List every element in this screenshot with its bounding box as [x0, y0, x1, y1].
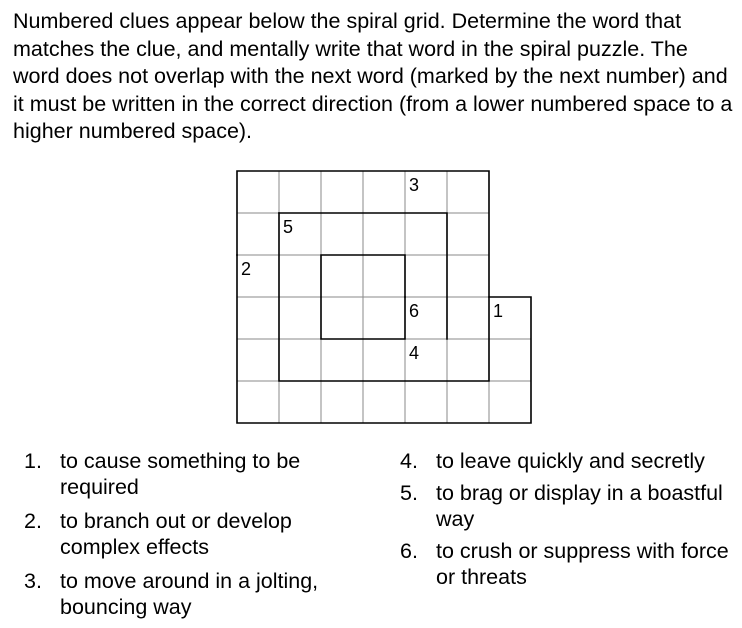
clue-6 [400, 538, 740, 590]
grid-inner-lines [237, 171, 531, 423]
cell-number-5: 5 [283, 217, 294, 237]
clue-text: to brag or display in a boastful way [436, 481, 723, 531]
clue-4 [400, 448, 740, 474]
cell-number-4: 4 [409, 343, 420, 363]
clue-text: to crush or suppress with force or threats [436, 539, 729, 589]
clue-text: to cause something to be required [60, 449, 301, 499]
cell-number-2: 2 [241, 259, 252, 279]
grid-numbers [241, 175, 503, 363]
clue-text: to leave quickly and secretly [436, 449, 705, 473]
cell-number-1: 1 [493, 301, 504, 321]
clue-2 [24, 508, 354, 560]
cell-number-6: 6 [409, 301, 420, 321]
clue-number: 2. [24, 509, 42, 533]
instructions-text: Numbered clues appear below the spiral grid. Determine the word that matches the clue, and mentally write that word in the spiral puzzle. The word does not overlap with the next word (marked by the next number) and it must be written in the correct direction (from a lower numbered space to a higher numbered space). [13, 9, 733, 143]
cell-number-3: 3 [409, 175, 420, 195]
clue-number: 3. [24, 569, 42, 593]
clue-1 [24, 448, 354, 500]
clue-3 [24, 568, 354, 620]
clue-5 [400, 480, 740, 532]
clue-number: 1. [24, 449, 42, 473]
clue-number: 4. [400, 449, 418, 473]
clue-text: to move around in a jolting, bouncing way [60, 569, 319, 619]
clue-number: 6. [400, 539, 418, 563]
spiral-walls [237, 171, 531, 423]
clue-number: 5. [400, 481, 418, 505]
clue-text: to branch out or develop complex effects [60, 509, 292, 559]
clue-list-left [24, 448, 354, 628]
clue-list-right [400, 448, 740, 596]
